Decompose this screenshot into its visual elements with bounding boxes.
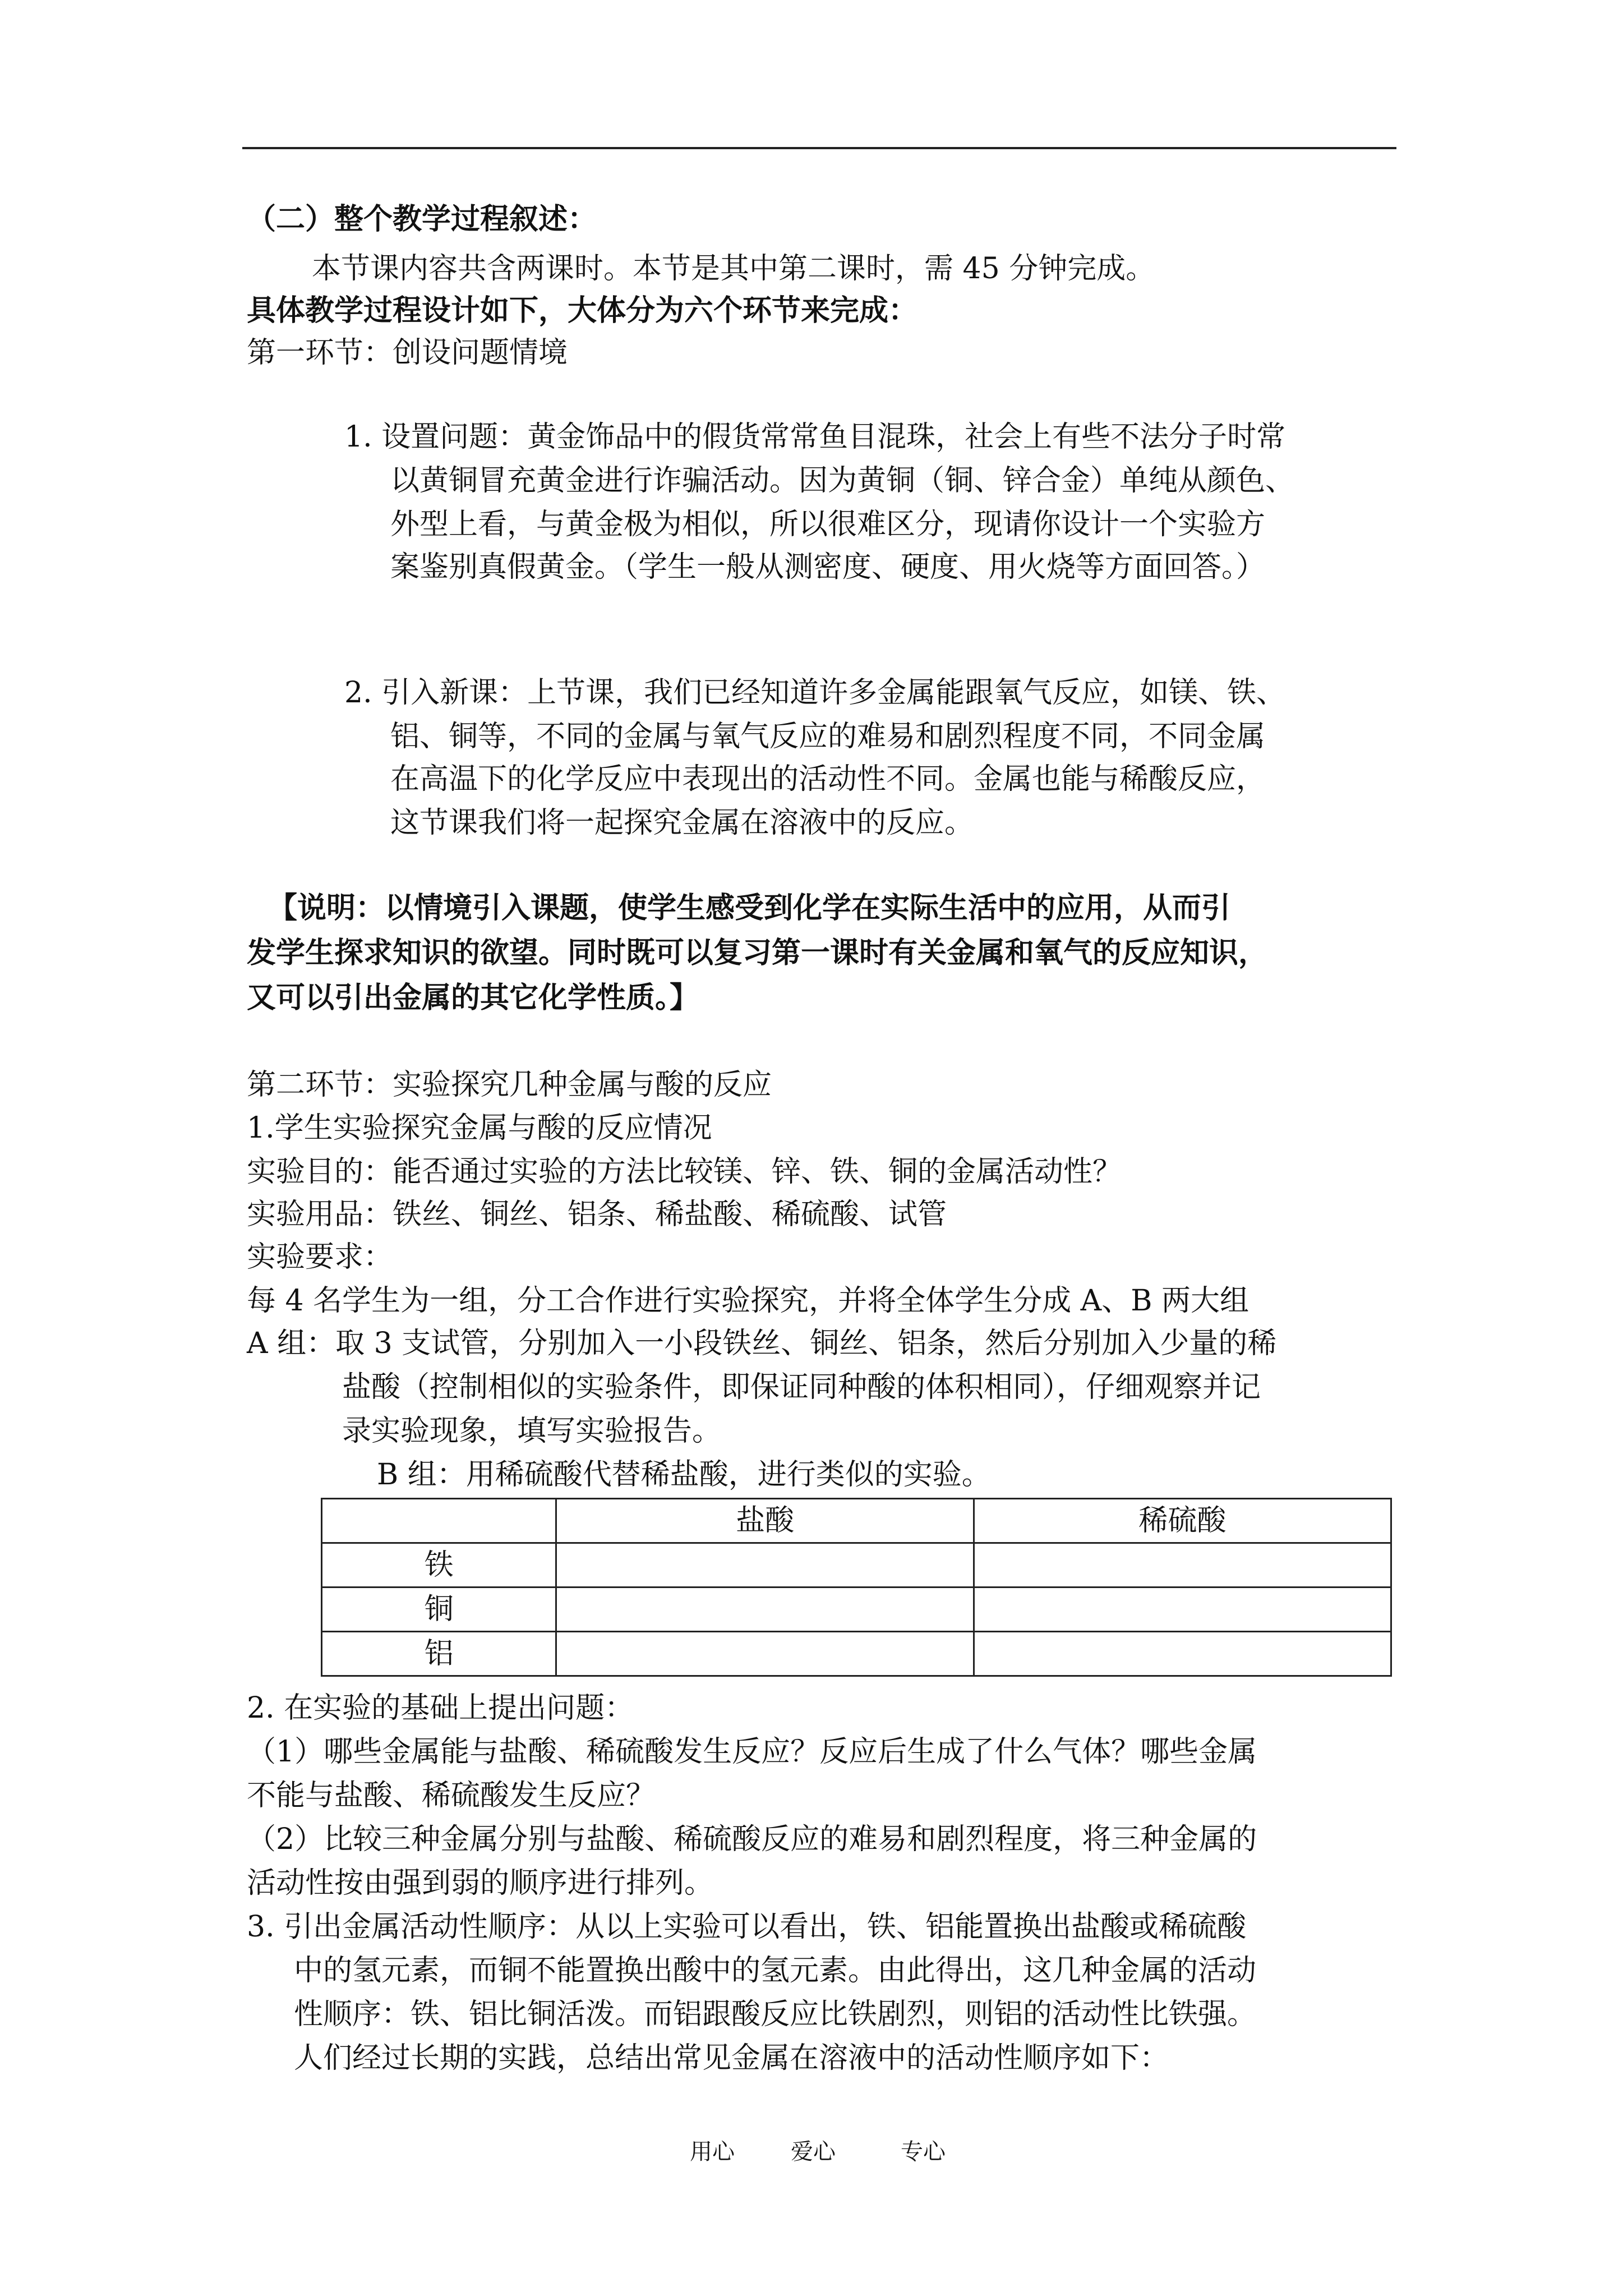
table-header-cell: [322, 1499, 556, 1543]
footer-text: 用心: [690, 2139, 735, 2165]
table-cell: [974, 1588, 1391, 1632]
table-header-row: [322, 1499, 1391, 1543]
question1-line: （1）哪些金属能与盐酸、稀硫酸发生反应？反应后生成了什么气体？哪些金属: [247, 1735, 1257, 1769]
intro-paragraph: 本节课内容共含两课时。本节是其中第二课时，需 45 分钟完成。: [312, 252, 1155, 286]
question2-line: （2）比较三种金属分别与盐酸、稀硫酸反应的难易和剧烈程度，将三种金属的: [247, 1823, 1257, 1856]
group-a-line: 盐酸（控制相似的实验条件，即保证同种酸的体积相同），仔细观察并记: [342, 1370, 1261, 1404]
table-row: [322, 1543, 1391, 1588]
group-a-line: A 组：取 3 支试管，分别加入一小段铁丝、铜丝、铝条，然后分别加入少量的稀: [247, 1327, 1277, 1360]
step1-title: 第一环节：创设问题情境: [247, 336, 568, 370]
design-overview: 具体教学过程设计如下，大体分为六个环节来完成：: [247, 293, 918, 328]
activity-order-line: 性顺序：铁、铝比铜活泼。而铝跟酸反应比铁剧烈，则铝的活动性比铁强。: [294, 1998, 1257, 2031]
step1-note-line: 又可以引出金属的其它化学性质。】: [247, 981, 699, 1015]
footer-text: 爱心: [791, 2139, 836, 2165]
footer-text: 专心: [901, 2139, 946, 2165]
step1-item2-line: 在高温下的化学反应中表现出的活动性不同。金属也能与稀酸反应，: [390, 762, 1266, 796]
step1-note-line: 发学生探求知识的欲望。同时既可以复习第一课时有关金属和氧气的反应知识，: [247, 936, 1268, 970]
experiment-report-table: [321, 1498, 1392, 1677]
table-header-cell: 盐酸: [556, 1499, 974, 1543]
step1-item1-line: 以黄铜冒充黄金进行诈骗活动。因为黄铜（铜、锌合金）单纯从颜色、: [390, 464, 1295, 498]
activity-order-line: 中的氢元素，而铜不能置换出酸中的氢元素。由此得出，这几种金属的活动: [294, 1954, 1257, 1987]
activity-order-line: 人们经过长期的实践，总结出常见金属在溶液中的活动性顺序如下：: [294, 2041, 1169, 2075]
question2-line: 活动性按由强到弱的顺序进行排列。: [247, 1866, 714, 1900]
table-cell: [556, 1588, 974, 1632]
step1-item2-line: 这节课我们将一起探究金属在溶液中的反应。: [390, 806, 974, 840]
grouping-paragraph: 每 4 名学生为一组，分工合作进行实验探究，并将全体学生分成 A、B 两大组: [247, 1284, 1249, 1318]
table-row: [322, 1632, 1391, 1676]
step1-item2-line: 铝、铜等，不同的金属与氧气反应的难易和剧烈程度不同，不同金属: [390, 720, 1266, 753]
section-title: （二）整个教学过程叙述：: [247, 202, 597, 236]
group-b-line: B 组：用稀硫酸代替稀盐酸，进行类似的实验。: [377, 1458, 991, 1492]
step1-item2-line: 2. 引入新课：上节课，我们已经知道许多金属能跟氧气反应，如镁、铁、: [344, 676, 1286, 710]
table-row: [322, 1588, 1391, 1632]
step1-note-line: 【说明：以情境引入课题，使学生感受到化学在实际生活中的应用，从而引: [268, 891, 1231, 925]
table-cell: [974, 1632, 1391, 1676]
experiment-requirements-label: 实验要求：: [247, 1240, 393, 1274]
group-a-line: 录实验现象，填写实验报告。: [342, 1414, 722, 1448]
experiment-materials: 实验用品：铁丝、铜丝、铝条、稀盐酸、稀硫酸、试管: [247, 1198, 947, 1231]
activity-order-line: 3. 引出金属活动性顺序：从以上实验可以看出，铁、铝能置换出盐酸或稀硫酸: [247, 1910, 1247, 1944]
step1-item1-line: 外型上看，与黄金极为相似，所以很难区分，现请你设计一个实验方: [390, 508, 1266, 541]
table-cell: [556, 1632, 974, 1676]
table-cell-metal: 铁: [322, 1543, 556, 1588]
step1-item1-line: 1. 设置问题：黄金饰品中的假货常常鱼目混珠，社会上有些不法分子时常: [344, 420, 1286, 454]
table-cell-metal: 铝: [322, 1632, 556, 1676]
table-cell-metal: 铜: [322, 1588, 556, 1632]
table-cell: [974, 1543, 1391, 1588]
header-rule: [242, 147, 1396, 149]
step2-sub1: 1.学生实验探究金属与酸的反应情况: [247, 1111, 712, 1145]
table-header-cell: 稀硫酸: [974, 1499, 1391, 1543]
table-cell: [556, 1543, 974, 1588]
experiment-purpose: 实验目的：能否通过实验的方法比较镁、锌、铁、铜的金属活动性？: [247, 1155, 1122, 1189]
step1-item1-line: 案鉴别真假黄金。（学生一般从测密度、硬度、用火烧等方面回答。）: [390, 550, 1266, 584]
question1-line: 不能与盐酸、稀硫酸发生反应？: [247, 1779, 656, 1812]
step2-sub2: 2. 在实验的基础上提出问题：: [247, 1691, 634, 1725]
step2-title: 第二环节：实验探究几种金属与酸的反应: [247, 1068, 772, 1102]
